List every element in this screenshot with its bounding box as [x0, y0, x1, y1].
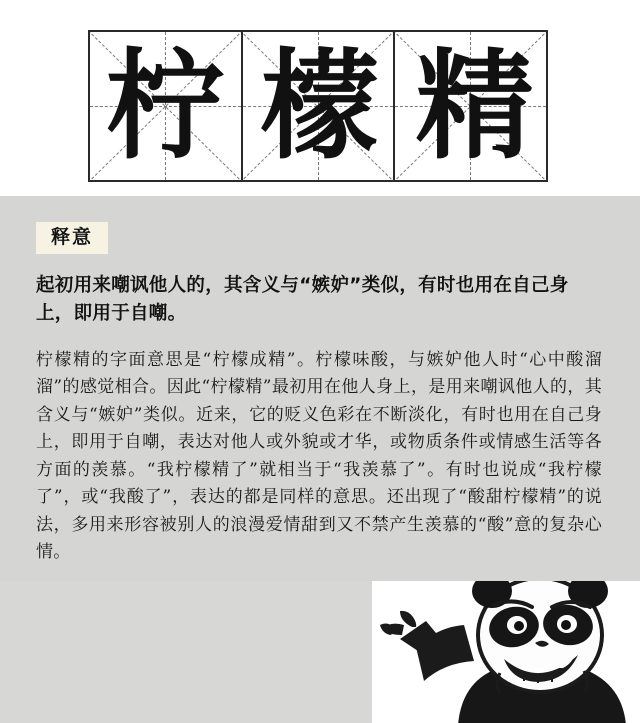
title-area — [0, 0, 640, 196]
summary-text: 起初用来嘲讽他人的，其含义与“嫉妒”类似，有时也用在自己身上，即用于自嘲。 — [36, 275, 569, 324]
explanation-panel — [0, 196, 640, 581]
detail-text: 柠檬精的字面意思是“柠檬成精”。柠檬味酸，与嫉妒他人时“心中酸溜溜”的感觉相合。因此“柠檬精”最初用在他人身上，是用来嘲讽他人的，其含义与“嫉妒”类似。近来，它的贬义色彩在不断淡化，有时也用在自己身上，即用于自嘲，表达对他人或外貌或才华，或物质条件或情感生活等各方面的羡慕。“我柠檬精了”就相当于“我羡慕了”。有时也说成“我柠檬了”，或“我酸了”，表达的都是同样的意思。还出现了“酸甜柠檬精”的说法，多用来形容被别人的浪漫爱情甜到又不禁产生羡慕的“酸”意的复杂心情。 — [36, 349, 602, 563]
section-badge: 释意 — [36, 222, 108, 254]
page-title — [88, 30, 552, 182]
title-char-2: 檬 — [260, 37, 379, 175]
title-char-1: 柠 — [106, 37, 225, 175]
panda-head-meme-icon — [372, 581, 640, 723]
title-char-3: 精 — [415, 37, 534, 175]
bottom-left-filler — [0, 581, 372, 723]
bottom-area — [0, 581, 640, 723]
